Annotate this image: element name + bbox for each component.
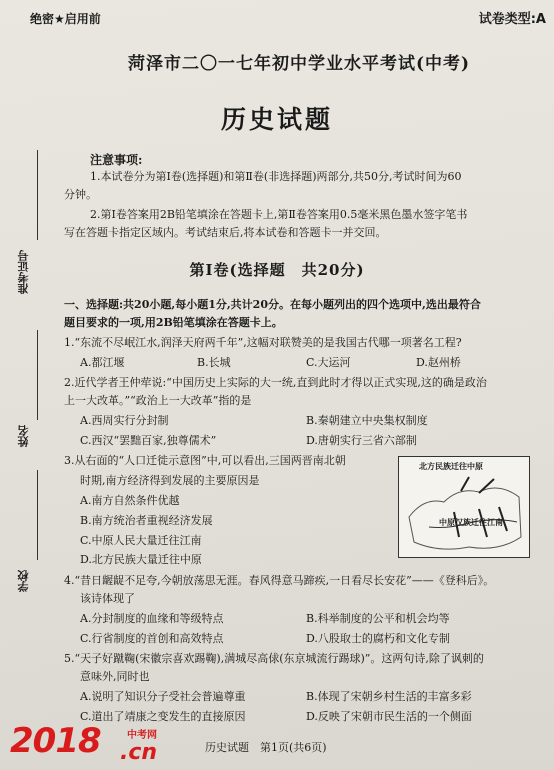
option: B.南方统治者重视经济发展	[80, 514, 213, 527]
migration-map-drawing	[399, 457, 529, 557]
question-stem: 上一大改革。”“政治上一大改革”指的是	[64, 394, 252, 407]
option: B.科举制度的公平和机会均等	[306, 612, 450, 625]
migration-map	[398, 456, 530, 558]
side-label-school: 学校	[17, 570, 30, 592]
option: D.赵州桥	[416, 356, 461, 369]
section-title: 第Ⅰ卷(选择题 共20分)	[189, 261, 365, 279]
question-stem: 2.近代学者王仲荦说:“中国历史上实际的大一统,直到此时才得以正式实现,这的确是政治	[64, 376, 487, 389]
option: A.都江堰	[80, 356, 125, 369]
option: A.西周实行分封制	[80, 414, 169, 427]
binding-line	[37, 330, 38, 420]
paper-type-label: 试卷类型:A	[478, 12, 546, 27]
watermark-logo: 2018	[10, 721, 101, 761]
option: B.长城	[197, 356, 231, 369]
option: D.反映了宋朝市民生活的一个侧面	[306, 710, 472, 723]
option: C.大运河	[306, 356, 351, 369]
notice-line: 2.第Ⅰ卷答案用2B铅笔填涂在答题卡上,第Ⅱ卷答案用0.5毫米黑色墨水签字笔书	[90, 208, 468, 221]
option: D.唐朝实行三省六部制	[306, 434, 417, 447]
exam-title: 菏泽市二〇一七年初中学业水平考试(中考)	[128, 54, 471, 74]
option: C.行省制度的首创和高效特点	[80, 632, 224, 645]
option: C.西汉“罢黜百家,独尊儒术”	[80, 434, 217, 447]
option: A.说明了知识分子受社会普遍尊重	[80, 690, 246, 703]
option: D.八股取士的腐朽和文化专制	[306, 632, 450, 645]
notice-line: 写在答题卡指定区域内。考试结束后,将本试卷和答题卡一并交回。	[64, 226, 387, 239]
option: B.秦朝建立中央集权制度	[306, 414, 428, 427]
page-footer: 历史试题 第1页(共6页)	[205, 741, 327, 754]
question-stem: 时期,南方经济得到发展的主要原因是	[80, 474, 260, 487]
option: B.体现了宋朝乡村生活的丰富多彩	[306, 690, 472, 703]
question-stem: 5.“天子好蹴鞠(宋徽宗喜欢踢鞠),满城尽高俅(东京城流行踢球)”。这两句诗,除了讽刺的	[64, 652, 484, 665]
option: C.道出了靖康之变发生的直接原因	[80, 710, 246, 723]
side-label-id: 准考证号	[17, 250, 30, 294]
question-stem: 该诗体现了	[80, 592, 135, 605]
option: D.北方民族大量迁往中原	[80, 553, 202, 566]
arrow-north-south	[479, 479, 494, 493]
option: C.中原人民大量迁往江南	[80, 534, 202, 547]
option: A.分封制度的血缘和等级特点	[80, 612, 224, 625]
watermark-small: 中考网	[127, 730, 157, 741]
option: A.南方自然条件优越	[80, 494, 180, 507]
binding-line	[37, 150, 38, 240]
question-stem: 3.从右面的“人口迁徙示意图”中,可以看出,三国两晋南北朝	[64, 454, 346, 467]
map-label: 中原汉族迁往江南	[439, 518, 503, 527]
question-stem: 意味外,同时也	[80, 670, 150, 683]
notice-line: 分钟。	[64, 188, 97, 201]
subject-title: 历史试题	[220, 105, 333, 134]
question-stem: 1.“东流不尽岷江水,润泽天府两千年”,这幅对联赞美的是我国古代哪一项著名工程?	[64, 336, 462, 349]
binding-line	[37, 470, 38, 560]
notice-heading: 注意事项:	[90, 153, 143, 167]
arrow-north-south	[461, 477, 469, 491]
side-label-name: 姓名	[17, 425, 30, 447]
map-label: 北方民族迁往中原	[419, 462, 483, 471]
confidential-label: 绝密★启用前	[30, 12, 101, 26]
question-stem: 4.“昔日龌龊不足夸,今朝放荡思无涯。春风得意马蹄疾,一日看尽长安花”——《登科后》。	[64, 574, 495, 587]
watermark-domain: .cn	[120, 740, 158, 765]
section-intro: 一、选择题:共20小题,每小题1分,共计20分。在每小题列出的四个选项中,选出最符合	[64, 298, 481, 311]
section-intro: 题目要求的一项,用2B铅笔填涂在答题卡上。	[64, 316, 283, 329]
notice-line: 1.本试卷分为第Ⅰ卷(选择题)和第Ⅱ卷(非选择题)两部分,共50分,考试时间为60	[90, 170, 462, 183]
